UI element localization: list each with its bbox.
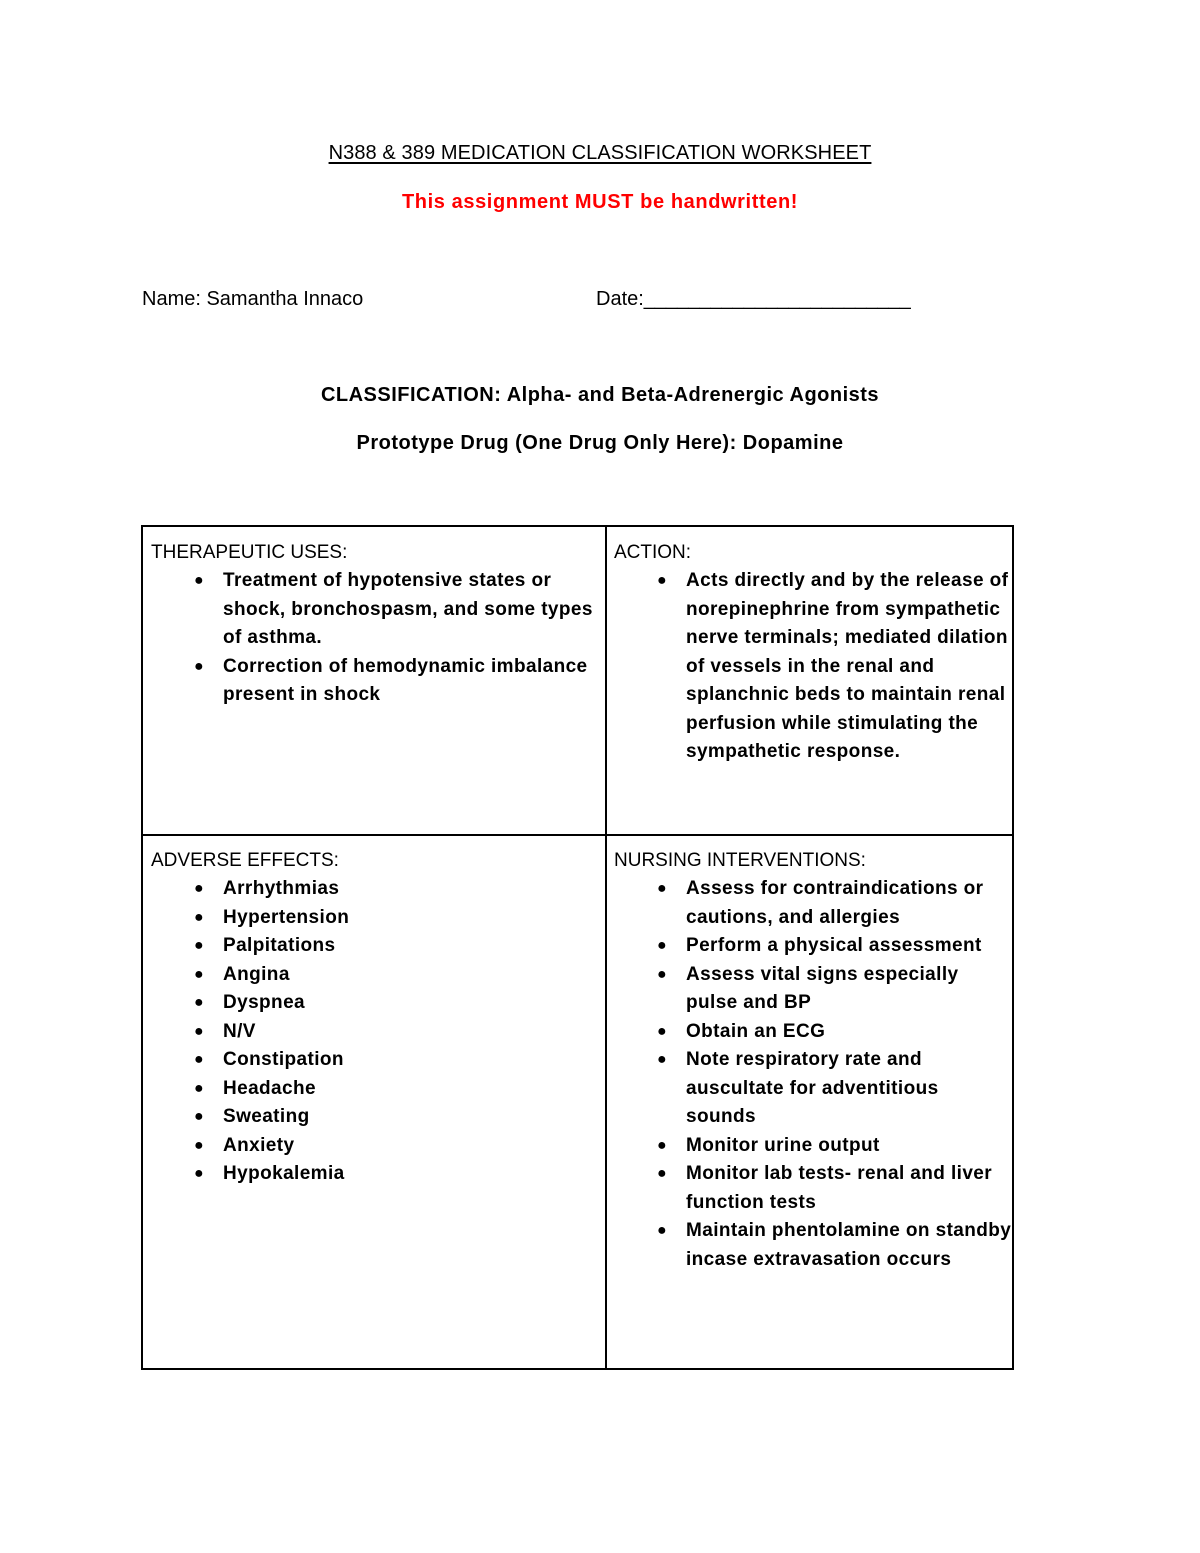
nursing-intervention-item	[614, 961, 1012, 1018]
prototype-drug-label: Prototype Drug (One Drug Only Here): Dopamine	[356, 432, 844, 454]
therapeutic-use-item	[151, 653, 601, 710]
nursing-intervention-item	[614, 1046, 1012, 1132]
adverse-effect-item-text: Dyspnea	[223, 992, 306, 1013]
bullet-icon: ●	[193, 880, 205, 897]
bullet-icon: ●	[193, 1165, 205, 1182]
nursing-intervention-item	[614, 1217, 1012, 1274]
adverse-effect-item-text: Anxiety	[223, 1134, 295, 1156]
bullet-icon: ●	[193, 994, 205, 1011]
adverse-effect-item	[151, 1160, 601, 1189]
bullet-icon: ●	[193, 572, 205, 589]
action-item	[614, 567, 1012, 767]
adverse-effect-item	[151, 904, 601, 933]
bullet-icon: ●	[656, 937, 668, 954]
bullet-icon: ●	[193, 1051, 205, 1068]
handwritten-warning: This assignment MUST be handwritten!	[401, 191, 799, 213]
adverse-effect-item	[151, 1103, 601, 1132]
adverse-effect-item	[151, 875, 601, 904]
bullet-icon: ●	[193, 1022, 205, 1040]
action-cell	[614, 539, 1012, 767]
nursing-intervention-item	[614, 932, 1012, 961]
therapeutic-use-item-text: Treatment of hypotensive states or shock, bronchospasm, and some types of asthma.	[223, 570, 593, 648]
therapeutic-uses-list	[151, 567, 601, 710]
therapeutic-uses-heading: THERAPEUTIC USES:	[151, 542, 348, 563]
nursing-intervention-item-text: Perform a physical assessment	[686, 935, 982, 956]
adverse-effect-item	[151, 961, 601, 990]
nursing-intervention-item-text: Obtain an ECG	[686, 1020, 826, 1042]
bullet-icon: ●	[656, 572, 668, 589]
worksheet-title: N388 & 389 MEDICATION CLASSIFICATION WORKSHEET	[328, 142, 872, 164]
bullet-icon: ●	[193, 1108, 205, 1125]
nursing-intervention-item-text: Maintain phentolamine on standby incase extravasation occurs	[686, 1220, 1012, 1270]
adverse-effects-list	[151, 875, 601, 1189]
adverse-effect-item	[151, 1018, 601, 1047]
action-heading: ACTION:	[614, 542, 692, 563]
bullet-icon: ●	[656, 965, 668, 983]
nursing-intervention-item	[614, 1160, 1012, 1217]
nursing-interventions-list	[614, 875, 1012, 1274]
nursing-intervention-item-text: Monitor urine output	[686, 1134, 880, 1156]
bullet-icon: ●	[193, 657, 205, 675]
nursing-intervention-item-text: Assess vital signs especially pulse and BP	[686, 963, 959, 1013]
adverse-effect-item	[151, 989, 601, 1018]
student-name: Name: Samantha Innaco	[142, 288, 364, 310]
bullet-icon: ●	[193, 965, 205, 983]
nursing-intervention-item-text: Note respiratory rate and auscultate for adventitious sounds	[686, 1049, 939, 1127]
nursing-intervention-item	[614, 1132, 1012, 1161]
bullet-icon: ●	[193, 1079, 205, 1097]
adverse-effect-item-text: Sweating	[223, 1106, 310, 1127]
nursing-intervention-item	[614, 1018, 1012, 1047]
medication-grid	[141, 525, 1014, 1370]
bullet-icon: ●	[193, 937, 205, 954]
bullet-icon: ●	[656, 1022, 668, 1040]
adverse-effect-item-text: Hypokalemia	[223, 1163, 345, 1184]
nursing-interventions-heading: NURSING INTERVENTIONS:	[614, 850, 866, 871]
adverse-effect-item-text: Headache	[223, 1077, 316, 1099]
grid-horizontal-divider	[143, 834, 1012, 836]
therapeutic-use-item	[151, 567, 601, 653]
adverse-effect-item-text: Hypertension	[223, 906, 350, 928]
bullet-icon: ●	[193, 1136, 205, 1154]
adverse-effect-item-text: Constipation	[223, 1049, 344, 1070]
nursing-intervention-item	[614, 875, 1012, 932]
nursing-interventions-cell	[614, 847, 1012, 1274]
adverse-effect-item-text: Palpitations	[223, 935, 336, 956]
adverse-effects-cell	[151, 847, 601, 1189]
bullet-icon: ●	[193, 908, 205, 926]
bullet-icon: ●	[656, 1136, 668, 1154]
adverse-effect-item-text: N/V	[223, 1020, 256, 1042]
adverse-effects-heading: ADVERSE EFFECTS:	[151, 850, 339, 871]
classification-label: CLASSIFICATION: Alpha- and Beta-Adrenergic Agonists	[320, 384, 880, 406]
action-item-text: Acts directly and by the release of norepinephrine from sympathetic nerve terminals; mediated dilation of vessels in the renal and splanchnic beds to maintain renal perfusion while stimulating the sympathetic response.	[686, 570, 1009, 762]
adverse-effect-item	[151, 1046, 601, 1075]
adverse-effect-item	[151, 1075, 601, 1104]
grid-vertical-divider	[605, 527, 607, 1368]
adverse-effect-item	[151, 1132, 601, 1161]
bullet-icon: ●	[656, 1222, 668, 1239]
adverse-effect-item-text: Arrhythmias	[223, 878, 340, 899]
date-field: Date:________________________	[596, 288, 911, 310]
bullet-icon: ●	[656, 880, 668, 897]
nursing-intervention-item-text: Assess for contraindications or cautions, and allergies	[686, 878, 984, 928]
action-list	[614, 567, 1012, 767]
nursing-intervention-item-text: Monitor lab tests- renal and liver function tests	[686, 1163, 993, 1213]
adverse-effect-item-text: Angina	[223, 963, 290, 985]
bullet-icon: ●	[656, 1165, 668, 1182]
therapeutic-use-item-text: Correction of hemodynamic imbalance present in shock	[223, 655, 588, 705]
bullet-icon: ●	[656, 1051, 668, 1068]
therapeutic-uses-cell	[151, 539, 601, 710]
adverse-effect-item	[151, 932, 601, 961]
